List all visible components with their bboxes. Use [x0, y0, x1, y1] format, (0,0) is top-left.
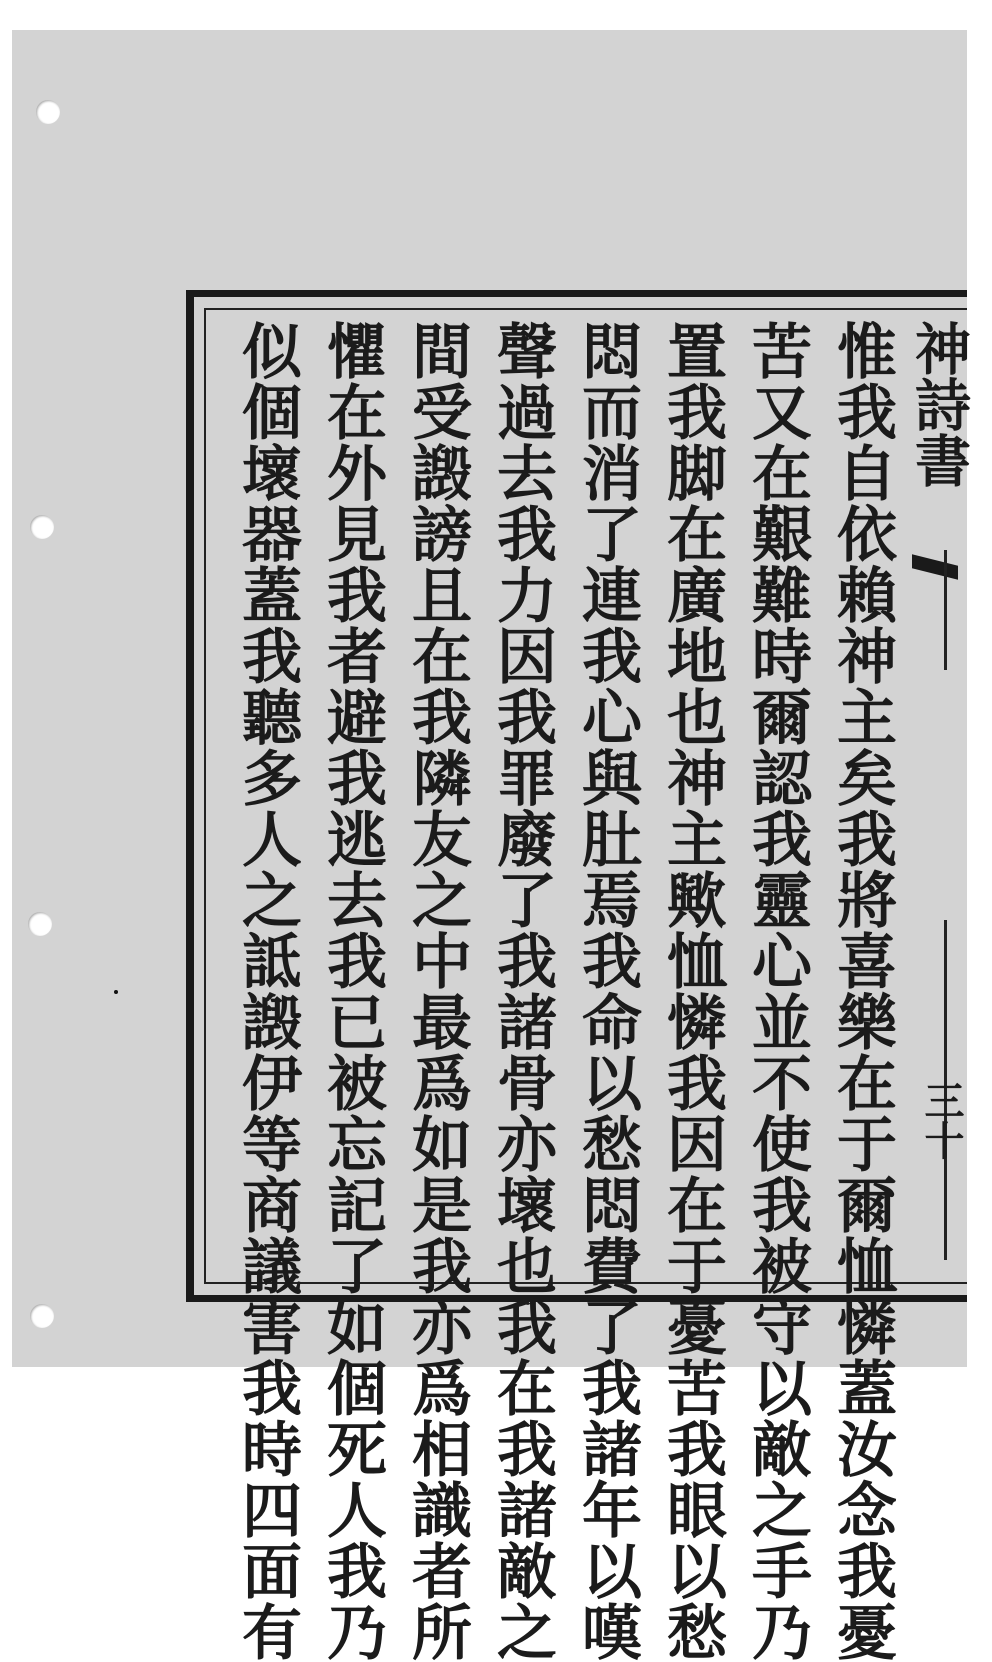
fold-rule: [944, 550, 947, 670]
center-fold-margin: [904, 320, 972, 1280]
book-title: 神詩書: [906, 320, 972, 488]
text-column-5: 聲過去我力因我罪廢了我諸骨亦壞也我在我諸敵之: [487, 320, 557, 1662]
text-column-2: 苦又在艱難時爾認我靈心並不使我被守以敵之手乃: [742, 320, 812, 1662]
punch-hole: [36, 100, 60, 124]
text-column-6: 間受譭謗且在我隣友之中最爲如是我亦爲相識者所: [402, 320, 472, 1662]
text-column-3: 置我脚在廣地也神主歟恤憐我因在于憂苦我眼以愁: [657, 320, 727, 1662]
page-number: 三十: [918, 1080, 965, 1160]
text-column-1: 惟我自依賴神主矣我將喜樂在于爾恤憐蓋汝念我憂: [827, 320, 897, 1662]
fish-tail-mark: [912, 554, 958, 579]
punch-hole: [30, 515, 54, 539]
ink-speck: [114, 990, 118, 994]
woodblock-page: [186, 290, 972, 1662]
text-column-8: 似個壞器蓋我聽多人之詆譭伊等商議害我時四面有: [232, 320, 302, 1662]
punch-hole: [28, 912, 52, 936]
text-column-4: 悶而消了連我心與肚焉我命以愁悶費了我諸年以嘆: [572, 320, 642, 1662]
text-column-7: 懼在外見我者避我逃去我已被忘記了如個死人我乃: [317, 320, 387, 1662]
text-body: [224, 320, 904, 1662]
punch-hole: [30, 1304, 54, 1328]
